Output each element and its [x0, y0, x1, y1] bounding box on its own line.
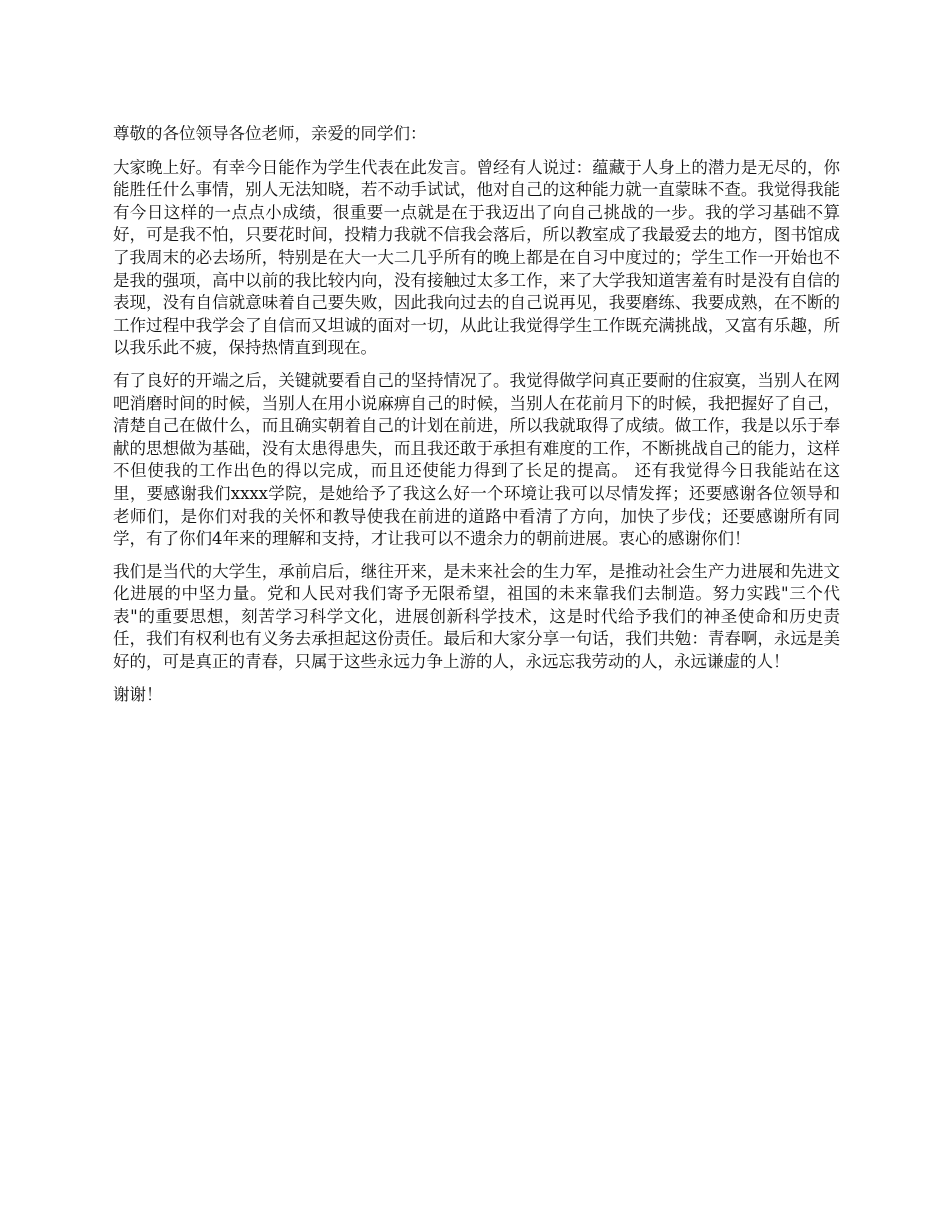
paragraph-3: 我们是当代的大学生，承前启后，继往开来，是未来社会的生力军，是推动社会生产力进展和先进文化进展的中坚力量。党和人民对我们寄予无限希望，祖国的未来靠我们去制造。努力实践"三个代表"的重要思想，刻苦学习科学文化，进展创新科学技术，这是时代给予我们的神圣使命和历史责任，我们有权利也有义务去承担起这份责任。最后和大家分享一句话，我们共勉：青春啊，永远是美好的，可是真正的青春，只属于这些永远力争上游的人，永远忘我劳动的人，永远谦虚的人！ — [113, 561, 840, 672]
closing-line: 谢谢！ — [113, 684, 163, 704]
paragraph-1: 大家晚上好。有幸今日能作为学生代表在此发言。曾经有人说过：蕴藏于人身上的潜力是无尽的，你能胜任什么事情，别人无法知晓，若不动手试试，他对自己的这种能力就一直蒙昧不查。我觉得我能有今日这样的一点点小成绩，很重要一点就是在于我迈出了向自己挑战的一步。我的学习基础不算好，可是我不怕，只要花时间，投精力我就不信我会落后，所以教室成了我最爱去的地方，图书馆成了我周末的必去场所，特别是在大一大二几乎所有的晚上都是在自习中度过的；学生工作一开始也不是我的强项，高中以前的我比较内向，没有接触过太多工作，来了大学我知道害羞有时是没有自信的表现，没有自信就意味着自己要失败，因此我向过去的自己说再见，我要磨练、我要成熟，在不断的工作过程中我学会了自信而又坦诚的面对一切，从此让我觉得学生工作既充满挑战，又富有乐趣，所以我乐此不疲，保持热情直到现在。 — [113, 157, 840, 358]
paragraph-2: 有了良好的开端之后，关键就要看自己的坚持情况了。我觉得做学问真正要耐的住寂寞，当别人在网吧消磨时间的时候，当别人在用小说麻痹自己的时候，当别人在花前月下的时候，我把握好了自己，清楚自己在做什么，而且确实朝着自己的计划在前进，所以我就取得了成绩。做工作，我是以乐于奉献的思想做为基础，没有太患得患失，而且我还敢于承担有难度的工作，不断挑战自己的能力，这样不但使我的工作出色的得以完成，而且还使能力得到了长足的提高。 还有我觉得今日我能站在这里，要感谢我们xxxx学院，是她给予了我这么好一个环境让我可以尽情发挥；还要感谢各位领导和老师们，是你们对我的关怀和教导使我在前进的道路中看清了方向，加快了步伐；还要感谢所有同学，有了你们4年来的理解和支持，才让我可以不遗余力的朝前进展。衷心的感谢你们！ — [113, 370, 840, 549]
greeting: 尊敬的各位领导各位老师，亲爱的同学们： — [113, 124, 427, 143]
document-page — [113, 123, 840, 716]
